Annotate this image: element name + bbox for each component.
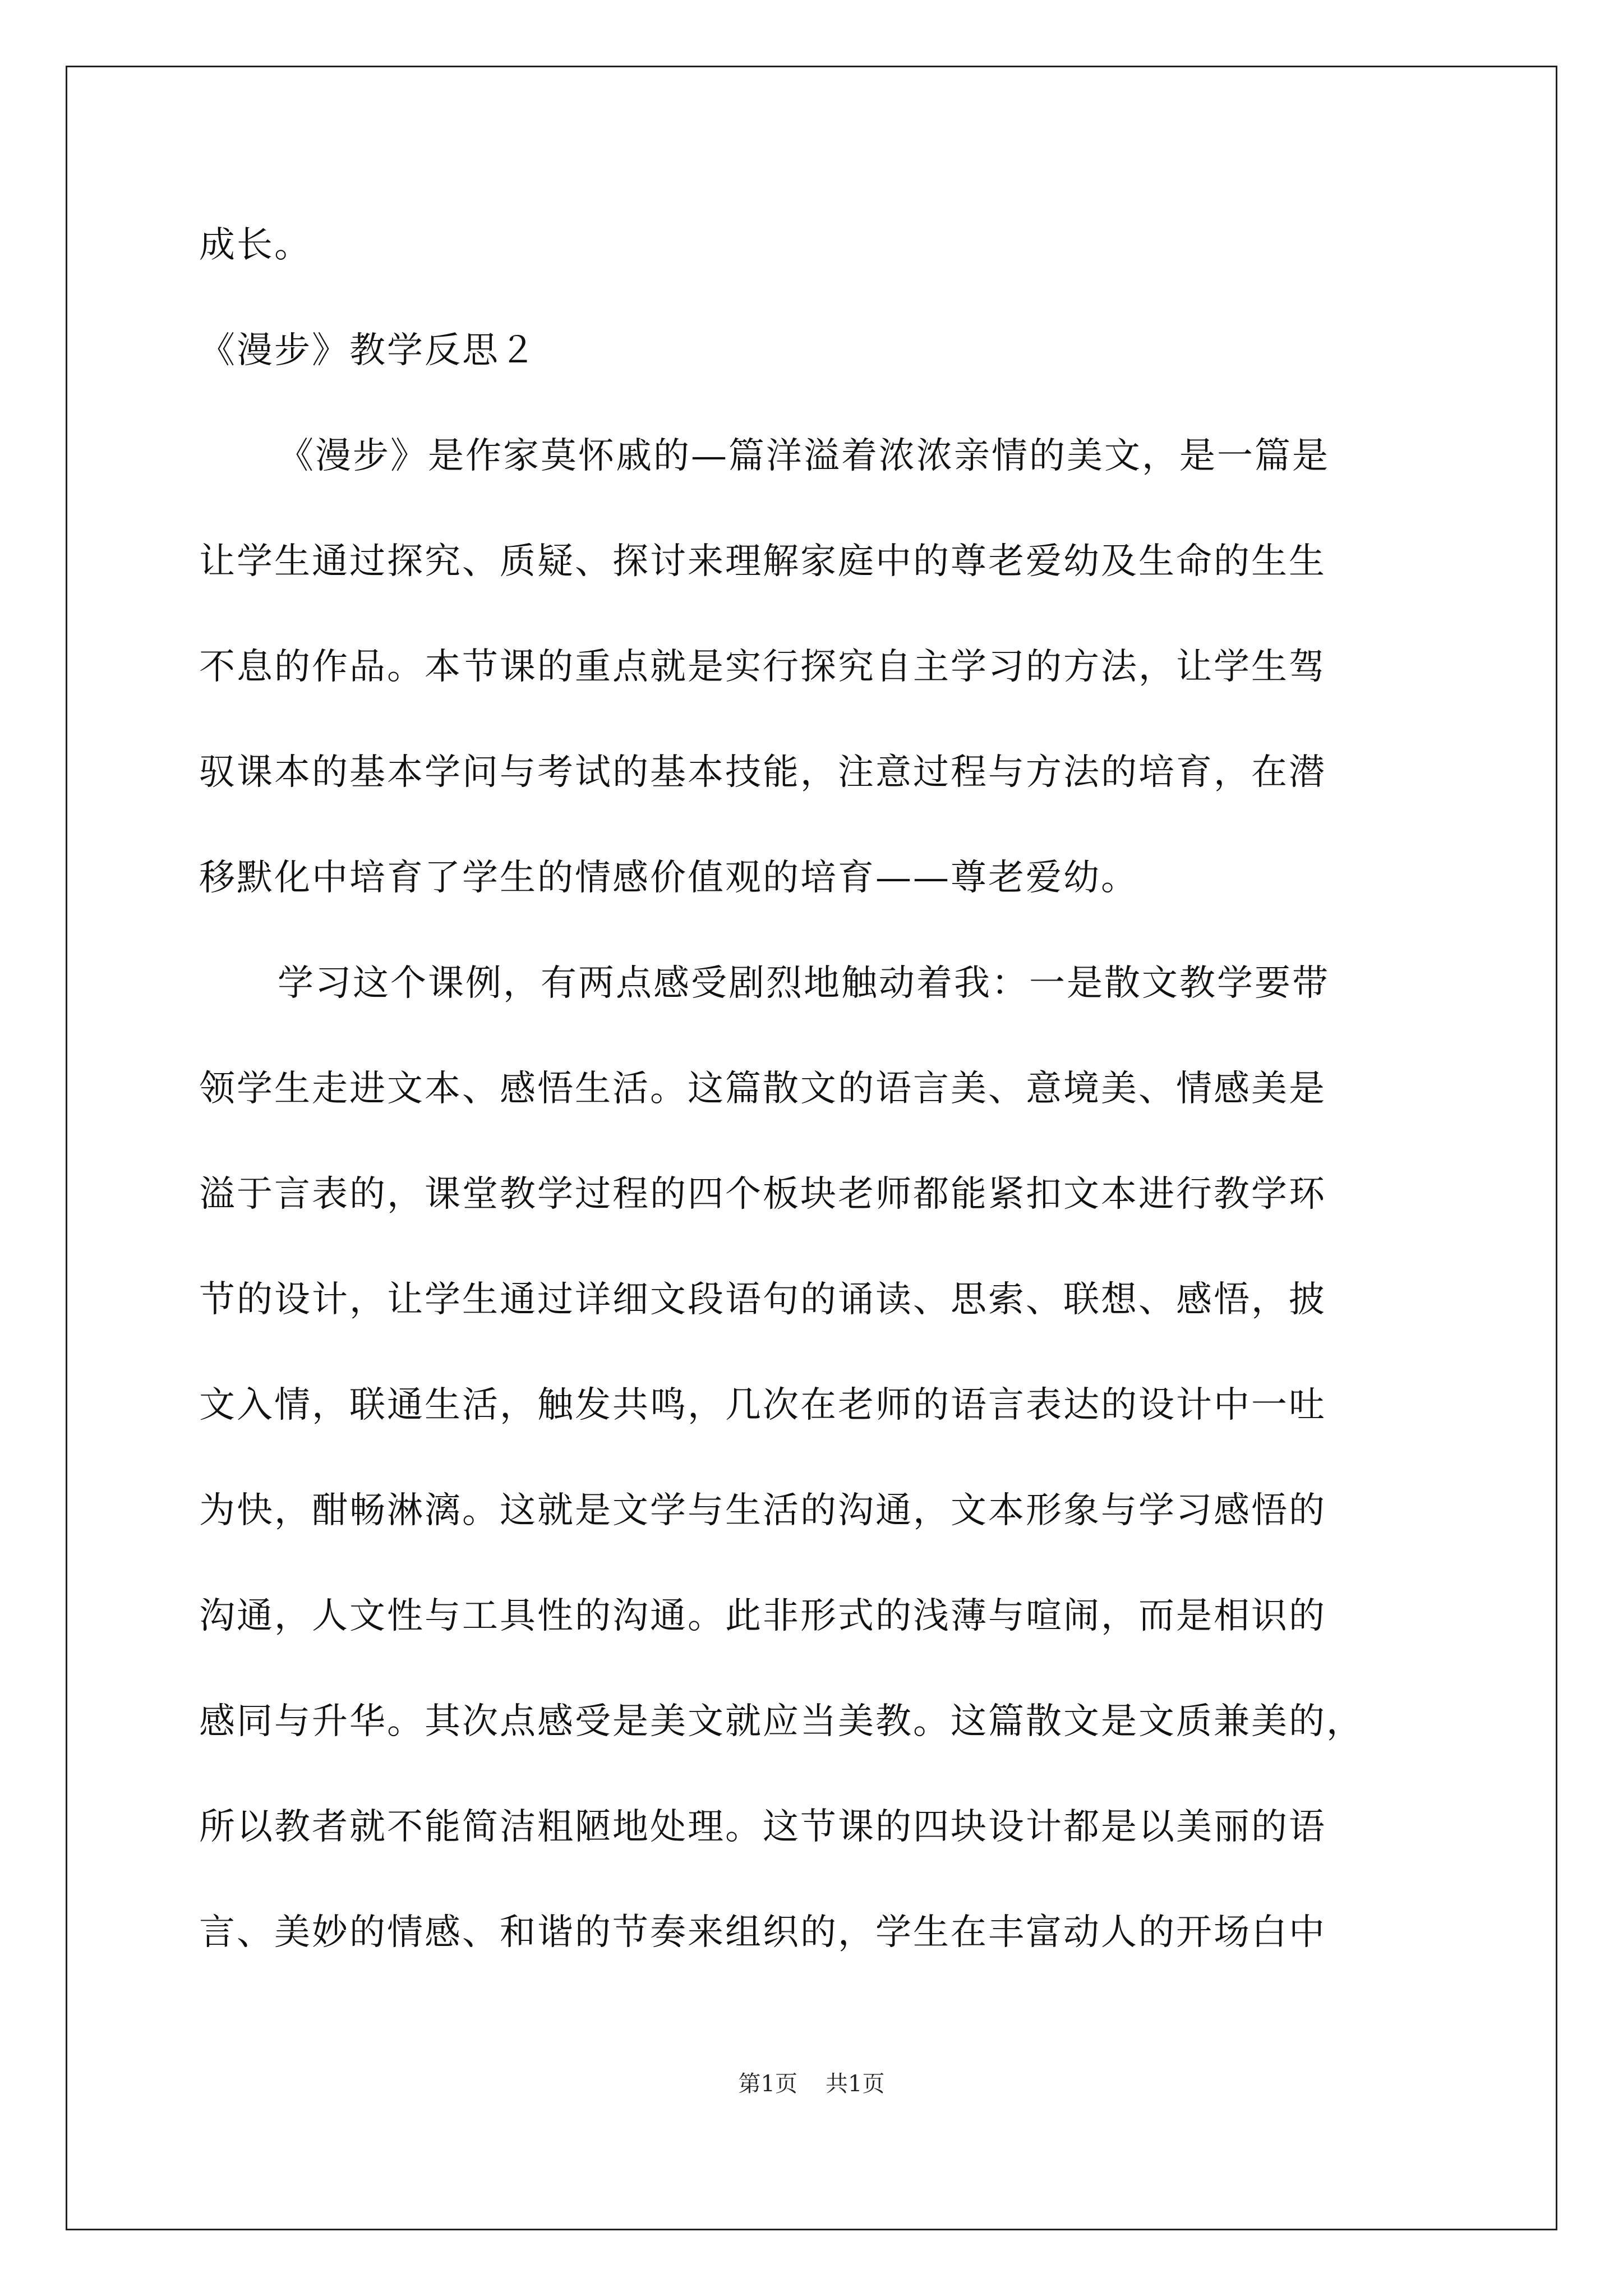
text-line: 让学生通过探究、质疑、探讨来理解家庭中的尊老爱幼及生命的生生 [199,541,1326,582]
text-line: 沟通，人文性与工具性的沟通。此非形式的浅薄与喧闹，而是相识的 [199,1595,1326,1637]
text-line: 成长。 [199,224,312,266]
text-line: 言、美妙的情感、和谐的节奏来组织的，学生在丰富动人的开场白中 [199,1912,1326,1953]
text-line: 文入情，联通生活，触发共鸣，几次在老师的语言表达的设计中一吐 [199,1384,1326,1426]
page-footer [0,2070,1623,2098]
text-line: 学习这个课例，有两点感受剧烈地触动着我：一是散文教学要带 [278,963,1330,1004]
text-line: 领学生走进文本、感悟生活。这篇散文的语言美、意境美、情感美是 [199,1068,1326,1110]
document-body [199,219,1433,2012]
text-line: 所以教者就不能简洁粗陋地处理。这节课的四块设计都是以美丽的语 [199,1806,1326,1848]
text-line: 移默化中培育了学生的情感价值观的培育——尊老爱幼。 [199,857,1138,899]
section-heading: 《漫步》教学反思２ [199,330,537,371]
text-line: 驭课本的基本学问与考试的基本技能，注意过程与方法的培育，在潜 [199,752,1326,793]
text-line: 节的设计，让学生通过详细文段语句的诵读、思索、联想、感悟，披 [199,1279,1326,1320]
text-line: 溢于言表的，课堂教学过程的四个板块老师都能紧扣文本进行教学环 [199,1174,1326,1215]
text-line: 不息的作品。本节课的重点就是实行探究自主学习的方法，让学生驾 [199,646,1326,688]
page-total: 共1页 [826,2071,885,2097]
text-line: 为快，酣畅淋漓。这就是文学与生活的沟通，文本形象与学习感悟的 [199,1490,1326,1531]
page-number: 第1页 [738,2071,797,2097]
text-line: 《漫步》是作家莫怀戚的—篇洋溢着浓浓亲情的美文，是一篇是 [278,435,1330,477]
text-line: 感同与升华。其次点感受是美文就应当美教。这篇散文是文质兼美的， [199,1701,1364,1742]
